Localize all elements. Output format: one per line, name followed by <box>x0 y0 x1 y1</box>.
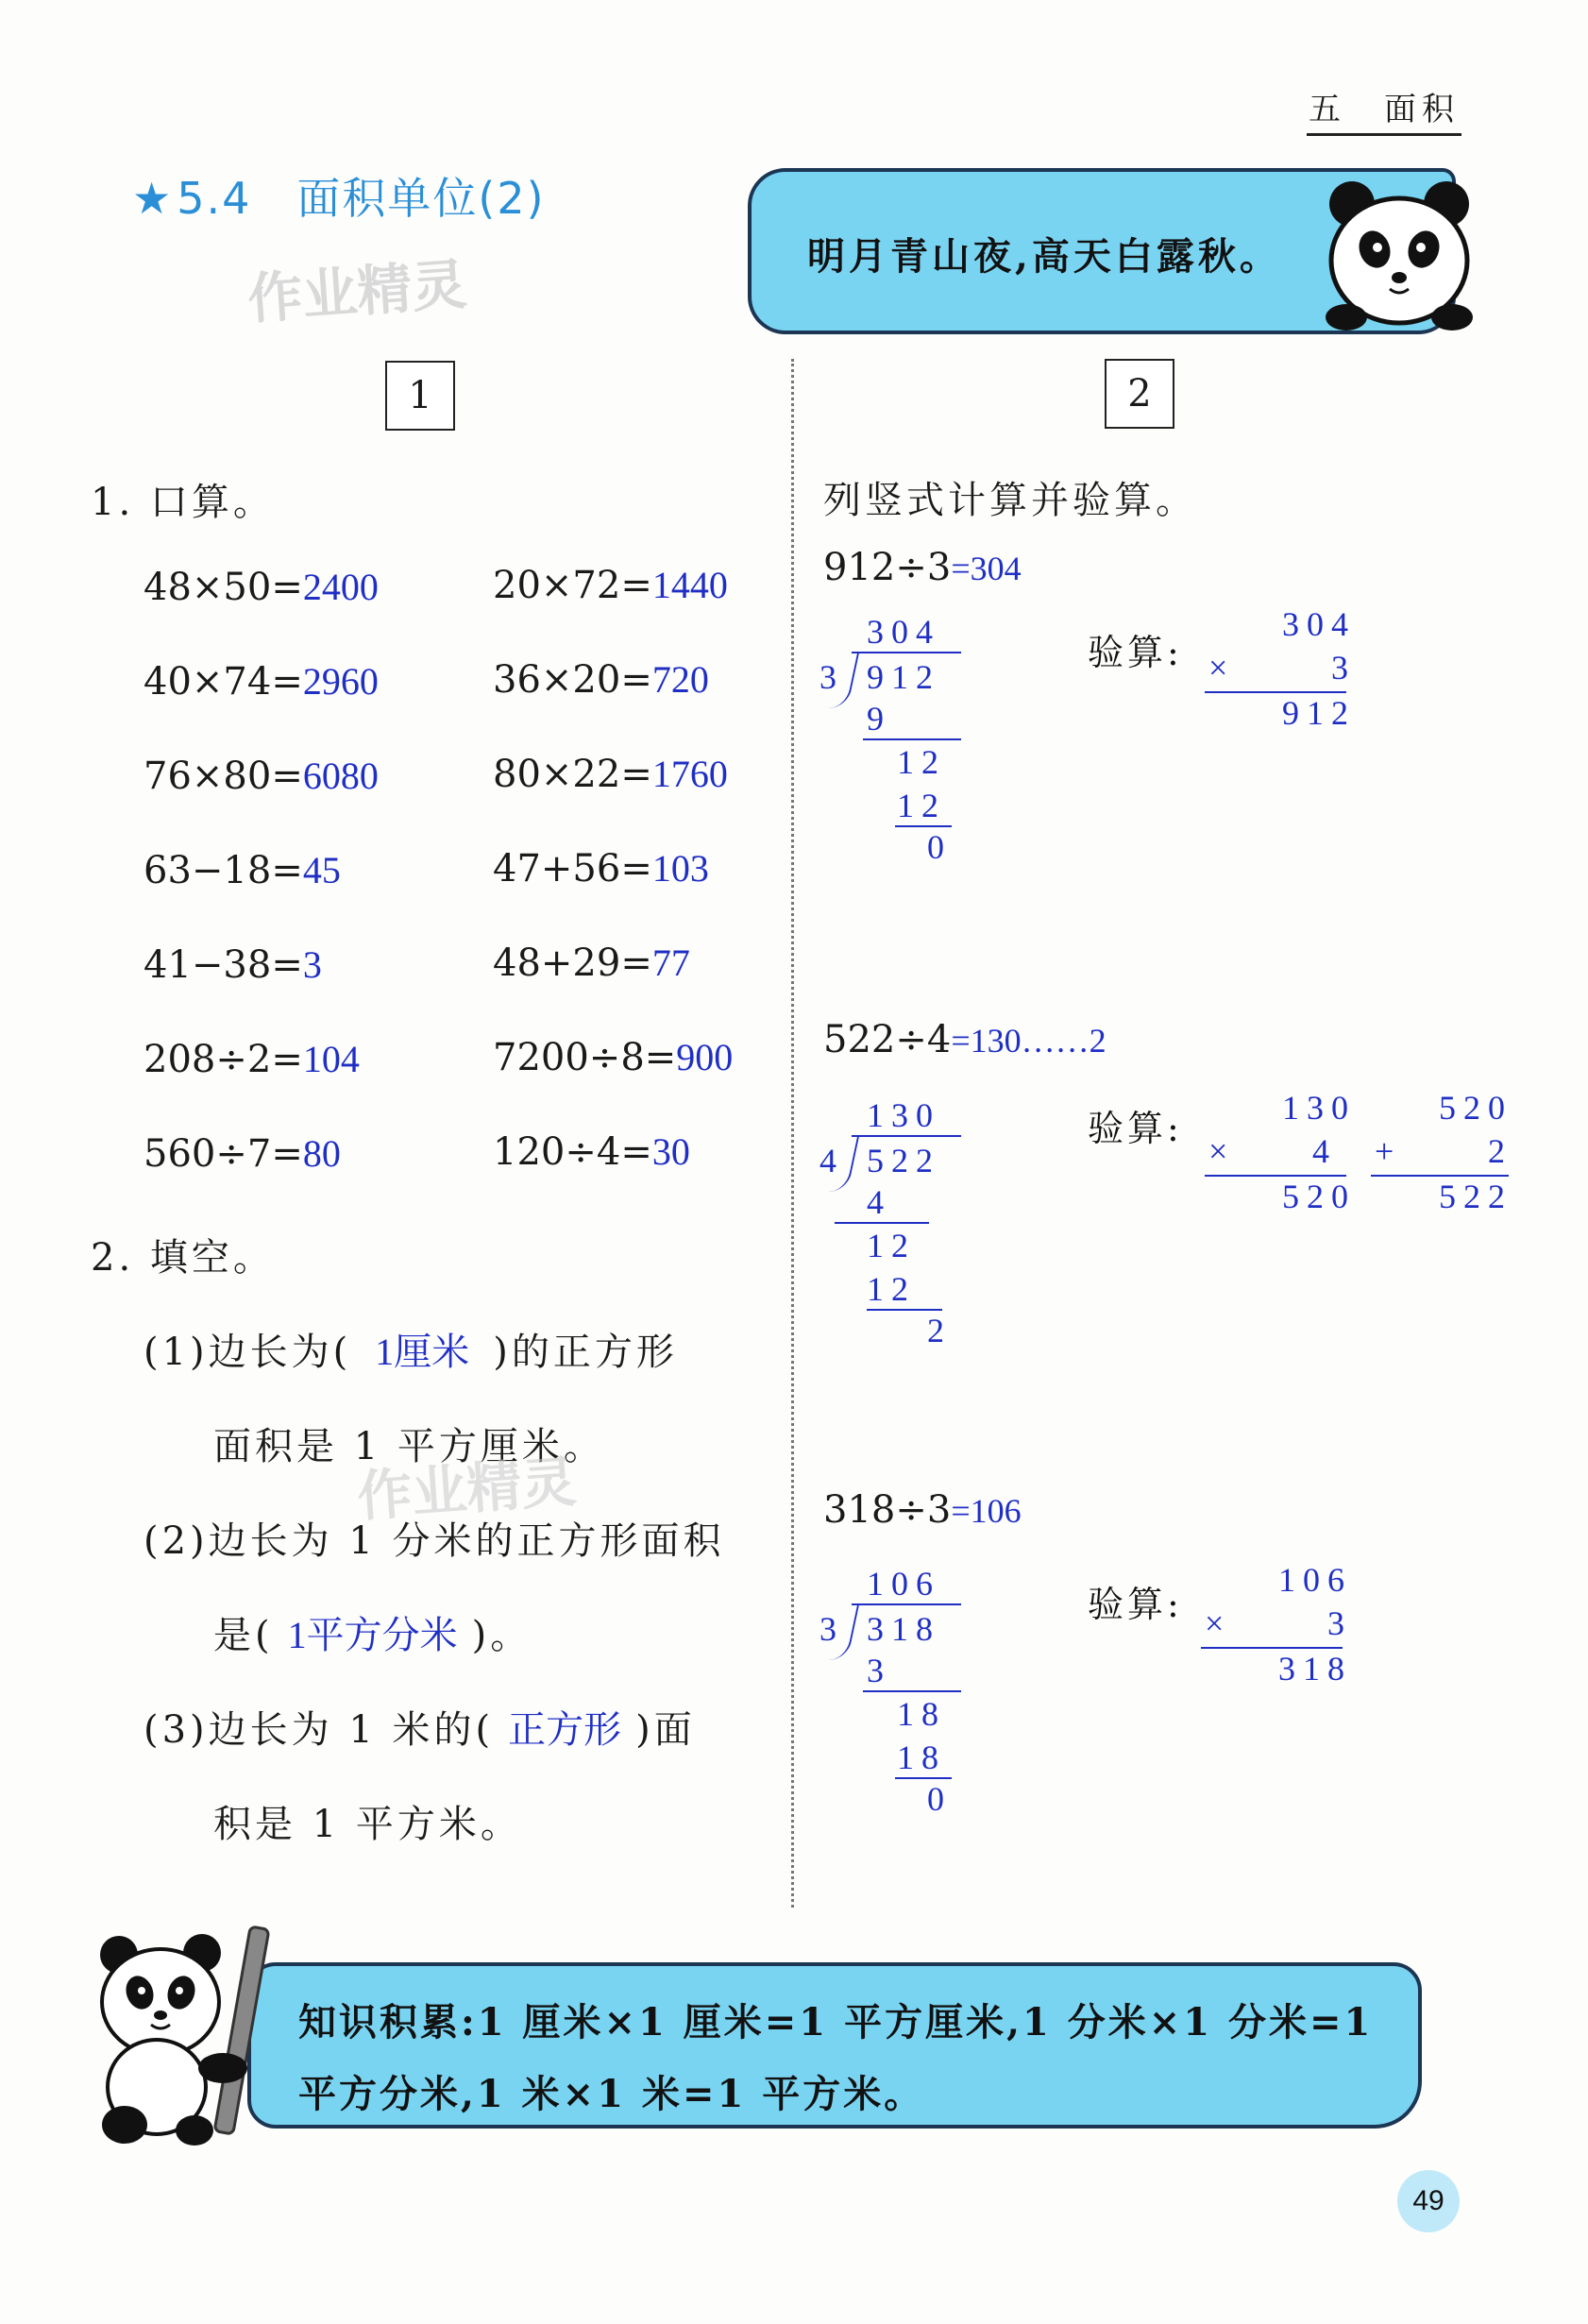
vertical-check-2: 130 × 4 520 <box>1205 1088 1356 1220</box>
check-label: 验算: <box>1088 1108 1183 1149</box>
vertical-check-1: 304 × 3 912 <box>1205 604 1356 737</box>
fill-item-3-cont: 积是 1 平方米。 <box>213 1803 522 1846</box>
quotient: 106 <box>867 1565 940 1603</box>
step: 0 <box>927 828 952 866</box>
oral-item: 120÷4=30 <box>493 1130 690 1174</box>
oral-item: 76×80=6080 <box>144 755 379 798</box>
step: 12 <box>867 1227 916 1264</box>
watermark: 作业精灵 <box>355 1449 579 1529</box>
long-division-1 <box>819 612 971 876</box>
step: 0 <box>927 1780 952 1818</box>
long-division-2 <box>819 1095 971 1360</box>
step: 12 <box>867 1270 916 1308</box>
lesson-title <box>132 164 546 227</box>
knowledge-line-2: 平方分米,1 米×1 米=1 平方米。 <box>298 2072 925 2116</box>
answer-blank: 正方形 <box>508 1708 622 1751</box>
oral-item: 20×72=1440 <box>493 564 728 607</box>
star-icon: ★ <box>132 173 174 224</box>
oral-item: 80×22=1760 <box>493 753 728 796</box>
long-division-3 <box>819 1564 971 1828</box>
oral-item: 7200÷8=900 <box>493 1036 734 1079</box>
page-number: 49 <box>1397 2170 1460 2232</box>
oral-item: 36×20=720 <box>493 658 709 702</box>
oral-item: 208÷2=104 <box>144 1038 360 1081</box>
oral-item: 47+56=103 <box>493 847 709 891</box>
knowledge-line-1: 知识积累:1 厘米×1 厘米=1 平方厘米,1 分米×1 分米=1 <box>298 2000 1374 2044</box>
division-expression: 522÷4=130……2 <box>823 1018 1107 1061</box>
oral-item: 560÷7=80 <box>144 1132 341 1176</box>
oral-item: 41−38=3 <box>144 943 322 987</box>
step: 12 <box>897 743 946 781</box>
step: 3 <box>867 1652 891 1689</box>
fill-item-2: (2)边长为 1 分米的正方形面积 <box>144 1519 725 1563</box>
check-label: 验算: <box>1088 632 1183 673</box>
check-label: 验算: <box>1088 1584 1183 1625</box>
fill-item-3: (3)边长为 1 米的( 正方形 )面 <box>144 1700 696 1754</box>
quotient: 304 <box>867 613 940 651</box>
step: 18 <box>897 1739 946 1776</box>
section-number-1: 1 <box>385 361 455 431</box>
answer-blank: 1平方分米 <box>287 1614 458 1656</box>
step: 9 <box>867 700 891 738</box>
oral-item: 63−18=45 <box>144 849 341 892</box>
question-title: 列竖式计算并验算。 <box>823 479 1197 522</box>
panda-with-pen-icon <box>91 1917 279 2153</box>
column-divider <box>791 359 794 1908</box>
division-expression: 318÷3=106 <box>823 1488 1022 1532</box>
dividend: 912 <box>867 658 940 696</box>
question-1-title: 1. 口算。 <box>91 481 275 524</box>
step: 4 <box>867 1183 891 1221</box>
panda-face-icon <box>1318 176 1478 336</box>
section-number-2: 2 <box>1105 359 1174 429</box>
knowledge-text <box>298 1987 1412 2130</box>
oral-item: 48×50=2400 <box>144 566 379 609</box>
vertical-check-2b: 520 + 2 522 <box>1371 1088 1512 1220</box>
vertical-check-3: 106 × 3 318 <box>1201 1560 1352 1692</box>
step: 18 <box>897 1695 946 1733</box>
oral-item: 40×74=2960 <box>144 660 379 704</box>
dividend: 318 <box>867 1610 940 1648</box>
oral-item: 48+29=77 <box>493 941 690 985</box>
divisor: 3 <box>819 1610 844 1648</box>
divisor: 3 <box>819 658 844 696</box>
step: 2 <box>927 1312 952 1349</box>
fill-item-1-cont: 面积是 1 平方厘米。 <box>213 1425 605 1468</box>
dividend: 522 <box>867 1142 940 1179</box>
question-2-title: 2. 填空。 <box>91 1236 275 1280</box>
lesson-title-text: 5.4 面积单位(2) <box>177 173 546 224</box>
fill-item-1: (1)边长为( 1厘米 )的正方形 <box>144 1322 678 1376</box>
division-expression: 912÷3=304 <box>823 546 1022 589</box>
step: 12 <box>897 787 946 824</box>
poem-text: 明月青山夜,高天白露秋。 <box>807 234 1281 279</box>
answer-blank: 1厘米 <box>375 1331 470 1373</box>
watermark: 作业精灵 <box>245 251 469 331</box>
fill-item-2-cont: 是( 1平方分米 )。 <box>213 1605 532 1659</box>
quotient: 130 <box>867 1096 940 1134</box>
divisor: 4 <box>819 1142 844 1179</box>
chapter-label: 五 面积 <box>1307 83 1461 136</box>
